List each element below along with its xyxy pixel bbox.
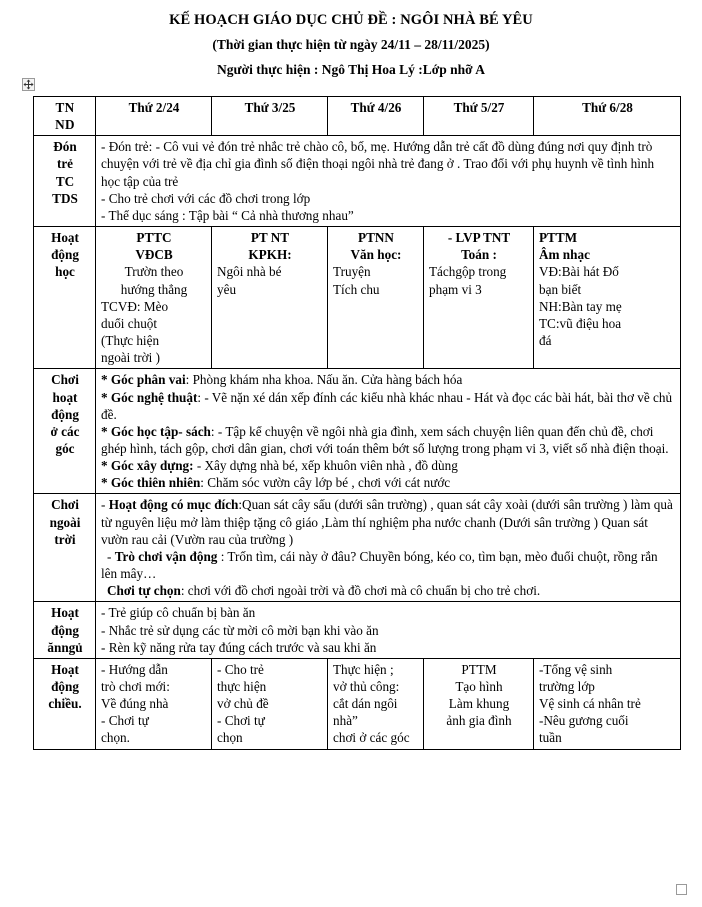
subject-heading: PTTM: [539, 230, 578, 246]
cell-hoat-dong-chieu-wed: [328, 658, 424, 749]
don-tre-paragraph: - Thể dục sáng : Tập bài “ Cả nhà thương nhau”: [101, 207, 354, 223]
table-row-hoat-dong-chieu: [34, 658, 681, 749]
cell-hoat-dong-hoc-wed: [328, 227, 424, 369]
row-label-line: TDS: [52, 190, 78, 206]
cell-hoat-dong-chieu-fri: [534, 658, 681, 749]
chieu-line: chơi ở các góc: [333, 730, 410, 746]
chieu-line: chọn: [217, 730, 243, 746]
ngoai-troi-item-text: :Quan sát cây sấu (dưới sân trường) , quan sát cây xoài (dưới sân trường ) làm quà từ nguyên liệu mở làm thiệp tặng cô giáo ,Làm thí nghiệm pha nước chanh (Dưới sân trường ) Quan sát vườn rau cải (Vườn rau của trường ): [101, 497, 673, 547]
subject-body-line: (Thực hiện: [101, 333, 160, 349]
an-ngu-line: - Nhắc trẻ sử dụng các từ mời cô mời bạn khi vào ăn: [101, 622, 379, 638]
header-day-tuesday: Thứ 3/25: [212, 97, 328, 136]
header-day-thursday: Thứ 5/27: [424, 97, 534, 136]
chieu-line: - Cho trẻ: [217, 661, 264, 677]
don-tre-paragraph: - Cho trẻ chơi với các đồ chơi trong lớp: [101, 190, 311, 206]
chieu-line: Làm khung: [448, 696, 510, 712]
document-author: Người thực hiện : Ngô Thị Hoa Lý :Lớp nhỡ A: [217, 62, 485, 77]
goc-item: [101, 389, 676, 423]
chieu-line: vở chủ đề: [217, 696, 269, 712]
subject-heading: - LVP TNT: [447, 230, 511, 246]
cell-hoat-dong-hoc-mon: [96, 227, 212, 369]
row-label-line: động: [51, 247, 79, 263]
row-label-hoat-dong-hoc: [34, 227, 96, 369]
chieu-line: Thực hiện ;: [333, 661, 394, 677]
row-label-line: học: [55, 264, 75, 280]
row-label-line: ngoài: [49, 514, 81, 530]
ngoai-troi-item-text: : chơi với đồ chơi ngoài trời và đồ chơi mà cô chuẩn bị cho trẻ chơi.: [180, 583, 541, 599]
header-corner-cell: [34, 97, 96, 136]
document-header: [0, 0, 702, 79]
chieu-line: trường lớp: [539, 679, 595, 694]
ngoai-troi-item-title: Hoạt động có mục đích: [108, 497, 239, 513]
subject-body-line: ngoài trời ): [101, 350, 160, 366]
chieu-line: nhà”: [333, 713, 358, 729]
goc-item: [101, 474, 676, 491]
subject-body-line: hướng thẳng: [120, 281, 188, 297]
goc-item: [101, 371, 676, 388]
goc-item-text: - Xây dựng nhà bé, xếp khuôn viên nhà , đồ dùng: [193, 458, 458, 474]
row-label-line: TC: [55, 173, 75, 189]
subject-heading: VĐCB: [135, 247, 173, 263]
chieu-line: tuần: [539, 730, 562, 746]
cell-hoat-dong-chieu-mon: [96, 658, 212, 749]
goc-item-title: * Góc xây dựng:: [101, 458, 194, 474]
table-row-choi-goc: [34, 369, 681, 494]
page-title: KẾ HOẠCH GIÁO DỤC CHỦ ĐỀ : NGÔI NHÀ BÉ YÊU: [169, 12, 533, 28]
subject-body-line: Ngôi nhà bé: [217, 264, 282, 280]
goc-item-text: : Chăm sóc vườn cây lớp bé , chơi với cát nước: [200, 475, 451, 491]
don-tre-paragraph: - Đón trẻ: - Cô vui vẻ đón trẻ nhắc trẻ chào cô, bố, mẹ. Hướng dẫn trẻ cất đồ dùng đúng nơi quy định trò chuyện với trẻ về địa chỉ gia đình số điện thoại ngôi nhà trẻ đang ở . Trao đổi với phụ huynh về tình hình học tập của trẻ: [101, 139, 655, 189]
row-label-don-tre: [34, 136, 96, 227]
chieu-line: Vệ sinh cá nhân trẻ: [539, 696, 641, 712]
corner-label-nd: ND: [55, 117, 75, 133]
document-subtitle: (Thời gian thực hiện từ ngày 24/11 – 28/11/2025): [212, 37, 490, 53]
subject-body-line: Truyện: [333, 264, 371, 280]
subject-body-line: NH:Bàn tay mẹ: [539, 298, 622, 314]
ngoai-troi-item: [101, 582, 676, 599]
subject-heading: Toán :: [461, 247, 497, 263]
goc-item-text: : - Tập kể chuyện về ngôi nhà gia đình, xem sách chuyện liên quan đến chủ đề, chơi ghép hình, tách gộp, chơi dân gian, chơi với toán thêm bớt số lượng trong phạm vi 3, viết số nhà điện thoại.: [101, 423, 669, 456]
cell-hoat-dong-chieu-tue: [212, 658, 328, 749]
row-label-line: ănngủ: [47, 639, 83, 655]
subject-heading: PTTC: [136, 230, 172, 246]
table-row-hoat-dong-an-ngu: [34, 602, 681, 658]
goc-item: [101, 423, 676, 457]
row-label-line: động: [51, 406, 79, 422]
row-label-line: Chơi: [51, 372, 79, 388]
subject-heading: PTNN: [358, 230, 394, 246]
subject-body-line: Táchgộp trong: [429, 264, 507, 280]
row-label-line: trẻ: [56, 156, 74, 172]
subject-body-line: bạn biết: [539, 281, 582, 297]
cell-choi-goc-content: [96, 369, 681, 494]
chieu-line: Tạo hình: [455, 679, 503, 694]
chieu-line: Về đúng nhà: [101, 696, 169, 712]
cell-hoat-dong-hoc-thu: [424, 227, 534, 369]
row-label-line: hoạt: [52, 389, 78, 405]
cell-hoat-dong-chieu-thu: [424, 658, 534, 749]
goc-item-title: * Góc nghệ thuật: [101, 389, 198, 405]
row-label-choi-ngoai-troi: [34, 494, 96, 602]
subject-body-line: đá: [539, 333, 552, 349]
chieu-line: - Chơi tự: [101, 713, 149, 729]
ngoai-troi-item: [101, 496, 676, 547]
an-ngu-line: - Rèn kỹ năng rửa tay đúng cách trước và sau khi ăn: [101, 639, 377, 655]
table-resize-handle-icon[interactable]: [676, 884, 687, 895]
table-header-row: [34, 97, 681, 136]
goc-item-text: : Phòng khám nha khoa. Nấu ăn. Cửa hàng bách hóa: [185, 372, 463, 388]
row-label-line: chiều.: [48, 696, 82, 712]
table-row-choi-ngoai-troi: [34, 494, 681, 602]
ngoai-troi-item-prefix: -: [101, 497, 109, 513]
chieu-line: -Nêu gương cuối: [539, 713, 629, 729]
cell-hoat-dong-hoc-fri: [534, 227, 681, 369]
education-plan-table: [33, 96, 681, 750]
chieu-line: cắt dán ngôi: [333, 696, 398, 712]
subject-body-line: VĐ:Bài hát Đố: [539, 264, 619, 280]
an-ngu-line: - Trẻ giúp cô chuẩn bị bàn ăn: [101, 605, 256, 621]
chieu-line: vở thủ công:: [333, 679, 400, 694]
ngoai-troi-item-prefix: -: [107, 548, 115, 564]
row-label-line: động: [51, 622, 79, 638]
table-row-hoat-dong-hoc: [34, 227, 681, 369]
subject-heading: KPKH:: [248, 247, 292, 263]
chieu-line: -Tổng vệ sinh: [539, 661, 613, 677]
subject-body-line: yêu: [217, 281, 237, 297]
row-label-choi-goc: [34, 369, 96, 494]
chieu-line: ảnh gia đình: [446, 713, 512, 729]
subject-body-line: phạm vi 3: [429, 281, 482, 297]
cell-choi-ngoai-troi-content: [96, 494, 681, 602]
cell-hoat-dong-an-ngu-content: [96, 602, 681, 658]
goc-item-title: * Góc thiên nhiên: [101, 475, 201, 491]
goc-item-title: * Góc học tập- sách: [101, 423, 211, 439]
row-label-line: góc: [55, 440, 75, 456]
header-day-wednesday: Thứ 4/26: [328, 97, 424, 136]
row-label-line: Hoạt: [51, 605, 79, 621]
row-label-line: ở các: [50, 423, 80, 439]
subject-body-line: duổi chuột: [101, 315, 158, 331]
subject-body-line: TCVĐ: Mèo: [101, 298, 169, 314]
row-label-line: động: [51, 679, 79, 694]
goc-item-text: : - Vẽ nặn xé dán xếp đính các kiểu nhà khác nhau - Hát và đọc các bài hát, bài thơ về chủ đề.: [101, 389, 673, 422]
chieu-line: trò chơi mới:: [101, 679, 170, 694]
plan-table-container: [33, 96, 680, 750]
chieu-line: chọn.: [101, 730, 130, 746]
chieu-line: - Hướng dẫn: [101, 661, 168, 677]
chieu-line: - Chơi tự: [217, 713, 265, 729]
ngoai-troi-item-title: Chơi tự chọn: [107, 583, 181, 599]
goc-item-title: * Góc phân vai: [101, 372, 186, 388]
corner-label-tn: TN: [55, 100, 75, 115]
row-label-line: Chơi: [51, 497, 79, 513]
row-label-hoat-dong-chieu: [34, 658, 96, 749]
cell-hoat-dong-hoc-tue: [212, 227, 328, 369]
subject-body-line: Tích chu: [333, 281, 380, 297]
row-label-hoat-dong-an-ngu: [34, 602, 96, 658]
subject-heading: PT NT: [250, 230, 290, 246]
cell-don-tre-content: [96, 136, 681, 227]
subject-heading: Âm nhạc: [539, 247, 590, 263]
row-label-line: Hoạt: [51, 230, 79, 246]
table-row-don-tre: [34, 136, 681, 227]
goc-item: [101, 457, 676, 474]
chieu-line: PTTM: [461, 661, 497, 677]
header-day-monday: Thứ 2/24: [96, 97, 212, 136]
table-move-handle-icon[interactable]: [22, 78, 35, 91]
ngoai-troi-item-title: Trò chơi vận động: [114, 548, 218, 564]
subject-body-line: Trườn theo: [124, 264, 184, 280]
subject-heading: Văn học:: [350, 247, 402, 263]
row-label-line: trời: [54, 531, 76, 547]
ngoai-troi-item: [101, 548, 676, 582]
row-label-line: Hoạt: [51, 661, 79, 677]
row-label-line: Đón: [53, 139, 77, 155]
header-day-friday: Thứ 6/28: [534, 97, 681, 136]
chieu-line: thực hiện: [217, 679, 267, 694]
subject-body-line: TC:vũ điệu hoa: [539, 315, 622, 331]
ngoai-troi-item-text: : Trốn tìm, cái này ở đâu? Chuyền bóng, kéo co, tìm bạn, mèo đuổi chuột, rồng rắn lên mây…: [101, 548, 658, 582]
